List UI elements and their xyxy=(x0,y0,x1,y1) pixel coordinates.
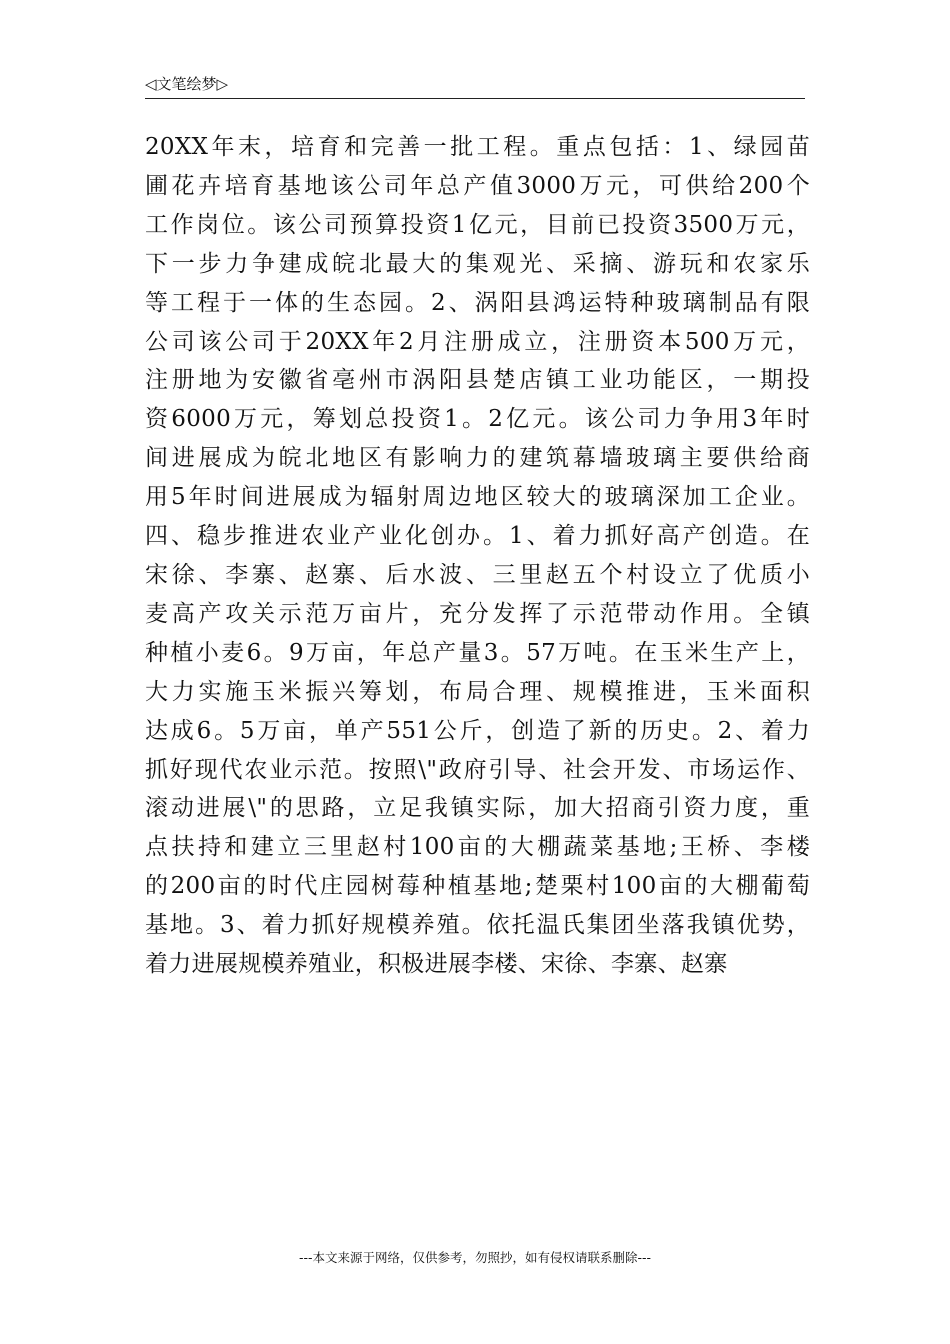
body-line: 种植小麦6。9万亩，年总产量3。57万吨。在玉米生产上， xyxy=(145,639,810,666)
body-line: 圃花卉培育基地该公司年总产值3000万元，可供给200个 xyxy=(145,172,810,199)
body-line: 四、稳步推进农业产业化创办。1、着力抓好高产创造。在 xyxy=(145,523,810,550)
body-line: 基地。3、着力抓好规模养殖。依托温氏集团坐落我镇优势， xyxy=(145,912,810,939)
body-line: 用5年时间进展成为辐射周边地区较大的玻璃深加工企业。 xyxy=(145,484,810,511)
header-divider xyxy=(145,98,805,99)
page-header-title: ◁文笔绘梦▷ xyxy=(145,75,229,93)
body-line: 抓好现代农业示范。按照\"政府引导、社会开发、市场运作、 xyxy=(145,756,810,783)
page-footer-notice: ---本文来源于网络，仅供参考，勿照抄，如有侵权请联系删除--- xyxy=(298,1250,652,1265)
body-line: 点扶持和建立三里赵村100亩的大棚蔬菜基地;王桥、李楼 xyxy=(145,834,810,861)
body-line: 麦高产攻关示范万亩片，充分发挥了示范带动作用。全镇 xyxy=(145,600,810,627)
body-line: 20XX年末，培育和完善一批工程。重点包括：1、绿园苗 xyxy=(145,134,810,160)
body-line: 滚动进展\"的思路，立足我镇实际，加大招商引资力度，重 xyxy=(145,795,810,822)
body-line: 工作岗位。该公司预算投资1亿元，目前已投资3500万元， xyxy=(145,211,810,238)
body-line: 大力实施玉米振兴筹划，布局合理、规模推进，玉米面积 xyxy=(145,678,810,705)
body-line: 下一步力争建成皖北最大的集观光、采摘、游玩和农家乐 xyxy=(145,250,810,277)
body-line: 宋徐、李寨、赵寨、后水波、三里赵五个村设立了优质小 xyxy=(145,561,810,588)
document-body xyxy=(145,128,810,984)
body-line: 资6000万元，筹划总投资1。2亿元。该公司力争用3年时 xyxy=(145,406,810,433)
body-line: 的200亩的时代庄园树莓种植基地;楚栗村100亩的大棚葡萄 xyxy=(145,873,810,900)
body-line: 着力进展规模养殖业，积极进展李楼、宋徐、李寨、赵寨 xyxy=(145,951,728,978)
body-line: 注册地为安徽省亳州市涡阳县楚店镇工业功能区，一期投 xyxy=(145,367,810,394)
body-line: 达成6。5万亩，单产551公斤，创造了新的历史。2、着力 xyxy=(145,717,810,744)
body-line: 公司该公司于20XX年2月注册成立，注册资本500万元， xyxy=(145,328,810,355)
body-line: 间进展成为皖北地区有影响力的建筑幕墙玻璃主要供给商 xyxy=(145,445,810,472)
body-line: 等工程于一体的生态园。2、涡阳县鸿运特种玻璃制品有限 xyxy=(145,289,810,316)
